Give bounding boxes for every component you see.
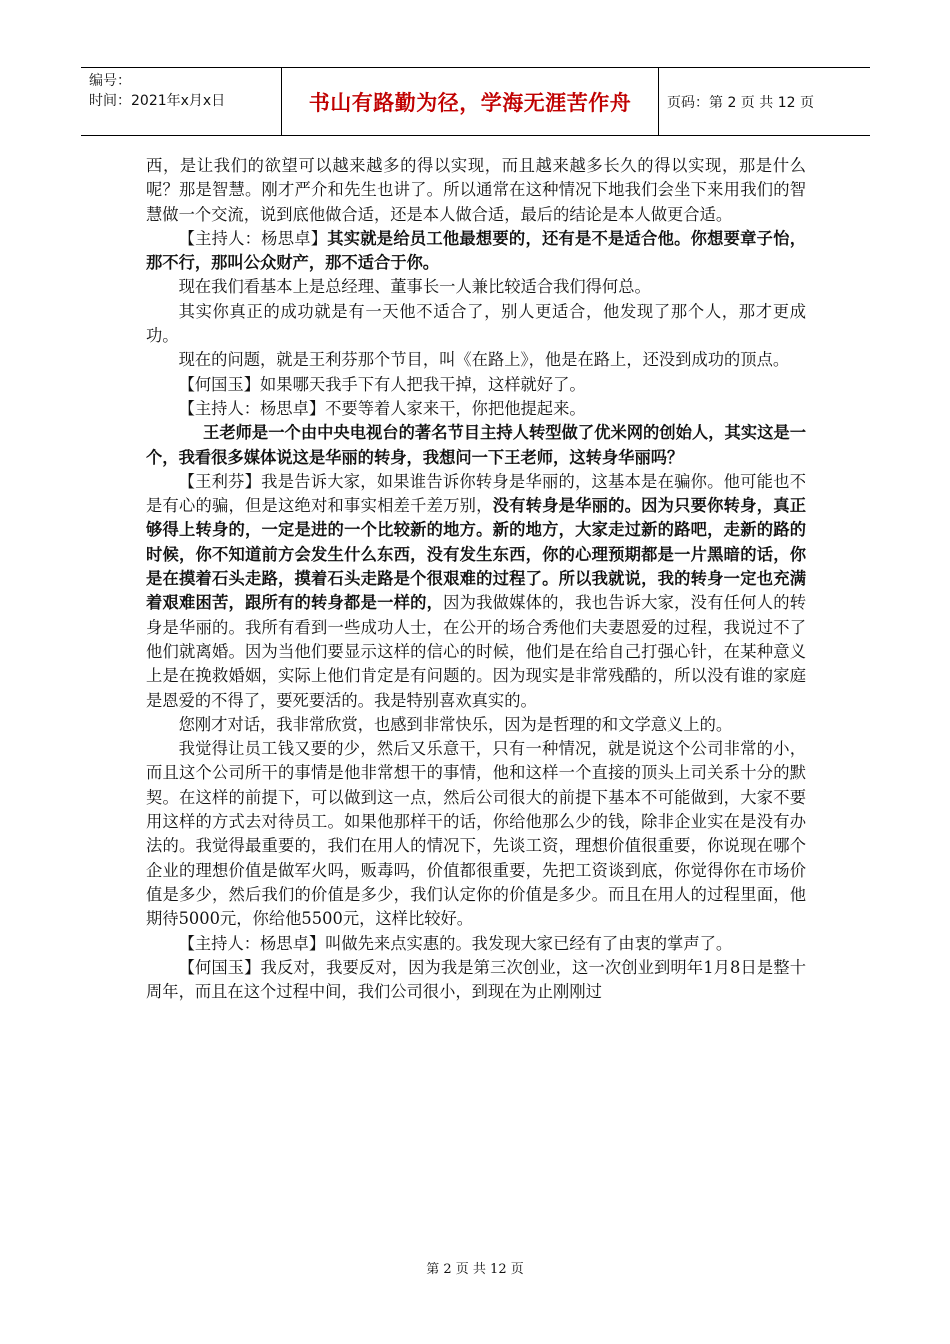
body-paragraph	[146, 373, 806, 397]
body-paragraph	[146, 932, 806, 956]
header-page-number: 页码：第 2 页 共 12 页	[667, 94, 814, 111]
text-run: 【何国玉】我反对，我要反对，因为我是第三次创业，这一次创业到明年1月8日是整十周年，而且在这个过程中间，我们公司很小，到现在为止刚刚过	[146, 957, 806, 1002]
text-run: 【主持人：杨思卓】不要等着人家来干，你把他提起来。	[178, 398, 586, 418]
page-header	[81, 67, 870, 137]
header-page-cell	[657, 67, 870, 136]
document-time-label: 时间：2021年x月x日	[89, 93, 226, 109]
footer-page-number: 第 2 页 共 12 页	[426, 1262, 524, 1277]
body-paragraph	[146, 348, 806, 372]
bold-text-run: 其实就是给员工他最想要的，还有是不是适合他。你想要章子怡，那不行，那叫公众财产，那不适合于你。	[146, 228, 806, 273]
page-footer	[0, 1258, 950, 1277]
text-run: 您刚才对话，我非常欣赏，也感到非常快乐，因为是哲理的和文学意义上的。	[178, 714, 733, 734]
text-run: 我觉得让员工钱又要的少，然后又乐意干，只有一种情况，就是说这个公司非常的小，而且这个公司所干的事情是他非常想干的事情，他和这样一个直接的顶头上司关系十分的默契。在这样的前提下，可以做到这一点，然后公司很大的前提下基本不可能做到，大家不要用这样的方式去对待员工。如果他那样干的话，你给他那么少的钱，除非企业实在是没有办法的。我觉得最重要的，我们在用人的情况下，先谈工资，理想价值很重要，你说现在哪个企业的理想价值是做军火吗，贩毒吗，价值都很重要，先把工资谈到底，你觉得你在市场价值是多少，然后我们的价值是多少，我们认定你的价值是多少。而且在用人的过程里面，他期待5000元，你给他5500元，这样比较好。	[146, 739, 806, 929]
text-run: 【王利芬】我是告诉大家，如果谁告诉你转身是华丽的，这基本是在骗你。他可能也不是有心的骗，但是这绝对和事实相差千差万别，	[146, 471, 806, 516]
text-run: 现在的问题，就是王利芬那个节目，叫《在路上》，他是在路上，还没到成功的顶点。	[178, 350, 790, 370]
document-number-label: 编号：	[89, 73, 131, 89]
bold-text-run: 没有转身是华丽的。因为只要你转身，真正够得上转身的，一定是进的一个比较新的地方。新的地方，大家走过新的路吧，走新的路的时候，你不知道前方会发生什么东西，没有发生东西，你的心理预期都是一片黑暗的话，你是在摸着石头走路，摸着石头走路是个很艰难的过程了。所以我就说，我的转身一定也充满着艰难困苦，跟所有的转身都是一样的，	[146, 496, 806, 613]
body-paragraph	[146, 421, 806, 470]
body-paragraph	[146, 300, 806, 349]
body-paragraph	[146, 737, 806, 931]
header-motto-cell	[281, 67, 659, 136]
document-body	[146, 154, 806, 1004]
text-run: 因为我做媒体的，我也告诉大家，没有任何人的转身是华丽的。我所有看到一些成功人士，在公开的场合秀他们夫妻恩爱的过程，我说过不了他们就离婚。因为当他们要显示这样的信心的时候，他们是在给自己打强心针，在某种意义上是在挽救婚姻，实际上他们肯定是有问题的。因为现实是非常残酷的，所以没有谁的家庭是恩爱的不得了，要死要活的。我是特别喜欢真实的。	[146, 593, 806, 710]
text-run: 其实你真正的成功就是有一天他不适合了，别人更适合，他发现了那个人，那才更成功。	[146, 301, 806, 346]
header-bottom-rule	[81, 135, 870, 136]
text-run: 西，是让我们的欲望可以越来越多的得以实现，而且越来越多长久的得以实现，那是什么呢？那是智慧。刚才严介和先生也讲了。所以通常在这种情况下地我们会坐下来用我们的智慧做一个交流，说到底他做合适，还是本人做合适，最后的结论是本人做更合适。	[146, 156, 806, 224]
text-run: 【主持人：杨思卓】	[178, 228, 328, 248]
text-run: 【何国玉】如果哪天我手下有人把我干掉，这样就好了。	[178, 374, 586, 394]
body-paragraph	[146, 470, 806, 713]
text-run: 现在我们看基本上是总经理、董事长一人兼比较适合我们得何总。	[178, 277, 651, 297]
body-paragraph	[146, 956, 806, 1005]
bold-text-run: 王老师是一个由中央电视台的著名节目主持人转型做了优米网的创始人，其实这是一个，我看很多媒体说这是华丽的转身，我想问一下王老师，这转身华丽吗？	[146, 423, 806, 467]
header-info-cell	[81, 67, 281, 136]
body-paragraph	[146, 275, 806, 299]
body-paragraph	[146, 713, 806, 737]
body-paragraph	[146, 397, 806, 421]
body-paragraph	[146, 154, 806, 227]
text-run: 【主持人：杨思卓】叫做先来点实惠的。我发现大家已经有了由衷的掌声了。	[178, 933, 733, 953]
header-motto: 书山有路勤为径，学海无涯苦作舟	[308, 90, 632, 115]
body-paragraph	[146, 227, 806, 276]
